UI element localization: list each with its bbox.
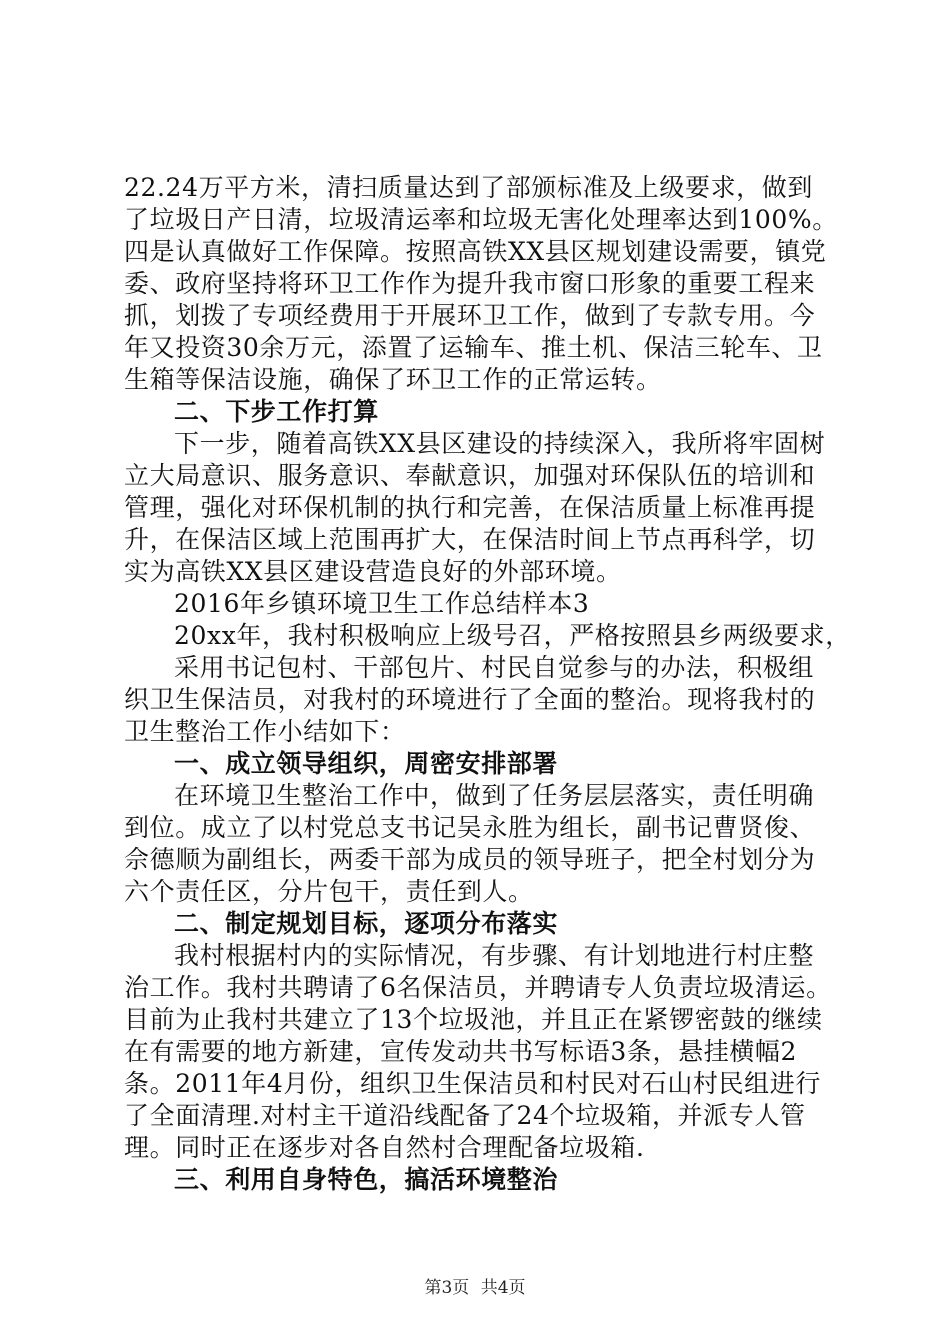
text-line: 我村根据村内的实际情况，有步骤、有计划地进行村庄整 [174, 941, 815, 970]
text-line: 立大局意识、服务意识、奉献意识，加强对环保队伍的培训和 [124, 461, 816, 490]
page-number: 第3页 [424, 1278, 470, 1298]
page-total: 共4页 [480, 1278, 526, 1298]
text-line: 在有需要的地方新建，宣传发动共书写标语3条，悬挂横幅2 [124, 1037, 798, 1066]
text-line: 四是认真做好工作保障。按照高铁XX县区规划建设需要，镇党 [124, 237, 827, 266]
text-line: 升，在保洁区域上范围再扩大，在保洁时间上节点再科学，切 [124, 525, 816, 554]
text-line: 在环境卫生整治工作中，做到了任务层层落实，责任明确 [174, 781, 815, 810]
text-line: 了全面清理.对村主干道沿线配备了24个垃圾箱，并派专人管 [124, 1101, 806, 1130]
text-line: 治工作。我村共聘请了6名保洁员，并聘请专人负责垃圾清运。 [124, 973, 832, 1002]
section-heading: 二、下步工作打算 [174, 397, 379, 426]
text-line: 委、政府坚持将环卫工作作为提升我市窗口形象的重要工程来 [124, 269, 816, 298]
text-line: 生箱等保洁设施，确保了环卫工作的正常运转。 [124, 365, 662, 394]
document-body [124, 172, 851, 1196]
text-line: 了垃圾日产日清，垃圾清运率和垃圾无害化处理率达到100%。 [124, 205, 838, 234]
text-line: 条。2011年4月份，组织卫生保洁员和村民对石山村民组进行 [124, 1069, 821, 1098]
text-line: 抓，划拨了专项经费用于开展环卫工作，做到了专款专用。今 [124, 301, 816, 330]
text-line: 到位。成立了以村党总支书记吴永胜为组长，副书记曹贤俊、 [124, 813, 816, 842]
text-line: 管理，强化对环保机制的执行和完善，在保洁质量上标准再提 [124, 493, 816, 522]
text-line: 理。同时正在逐步对各自然村合理配备垃圾箱. [124, 1133, 645, 1162]
text-line: 实为高铁XX县区建设营造良好的外部环境。 [124, 557, 622, 586]
text-line: 织卫生保洁员，对我村的环境进行了全面的整治。现将我村的 [124, 685, 816, 714]
text-line: 22.24万平方米，清扫质量达到了部颁标准及上级要求，做到 [124, 173, 813, 202]
text-line: 下一步，随着高铁XX县区建设的持续深入，我所将牢固树 [174, 429, 826, 458]
section-heading: 三、利用自身特色，搞活环境整治 [174, 1165, 559, 1194]
text-line: 年又投资30余万元，添置了运输车、推土机、保洁三轮车、卫 [124, 333, 823, 362]
text-line: 目前为止我村共建立了13个垃圾池，并且正在紧锣密鼓的继续 [124, 1005, 823, 1034]
text-line: 佘德顺为副组长，两委干部为成员的领导班子，把全村划分为 [124, 845, 816, 874]
text-line: 六个责任区，分片包干，责任到人。 [124, 877, 534, 906]
text-line: 卫生整治工作小结如下： [124, 717, 406, 746]
section-heading: 二、制定规划目标，逐项分布落实 [174, 909, 559, 938]
text-line: 2016年乡镇环境卫生工作总结样本3 [174, 589, 590, 618]
text-line: 采用书记包村、干部包片、村民自觉参与的办法，积极组 [174, 653, 815, 682]
section-heading: 一、成立领导组织，周密安排部署 [174, 749, 559, 778]
page-footer [0, 1278, 950, 1298]
text-line: 20xx年，我村积极响应上级号召，严格按照县乡两级要求， [174, 621, 851, 650]
